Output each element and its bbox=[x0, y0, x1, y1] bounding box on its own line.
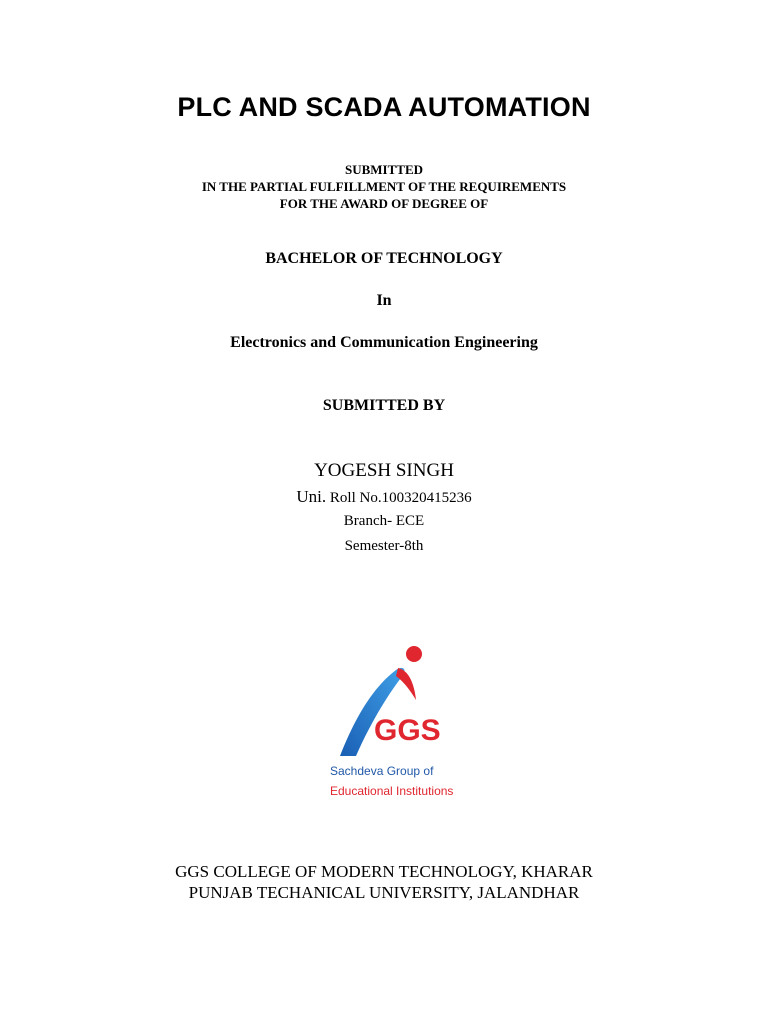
branch: Branch- ECE bbox=[343, 513, 425, 529]
logo-caption-line1: Sachdeva Group of bbox=[330, 764, 434, 778]
in-label: In bbox=[376, 292, 392, 309]
roll-prefix: Uni. bbox=[296, 487, 327, 506]
roll-number bbox=[0, 487, 768, 507]
submitted-by-label: SUBMITTED BY bbox=[322, 397, 446, 414]
logo-acronym: GGS bbox=[374, 714, 441, 747]
fulfillment-line: IN THE PARTIAL FULFILLMENT OF THE REQUIREMENTS bbox=[201, 179, 567, 194]
degree-name: BACHELOR OF TECHNOLOGY bbox=[265, 250, 503, 267]
red-dot bbox=[406, 646, 422, 662]
document-title: PLC AND SCADA AUTOMATION bbox=[177, 92, 591, 122]
college-name: GGS COLLEGE OF MODERN TECHNOLOGY, KHARAR bbox=[175, 862, 593, 881]
logo-caption-line2: Educational Institutions bbox=[330, 784, 454, 798]
award-line: FOR THE AWARD OF DEGREE OF bbox=[279, 196, 489, 211]
submitted-line: SUBMITTED bbox=[344, 162, 424, 177]
ggs-logo bbox=[324, 638, 464, 806]
red-arc-shape bbox=[396, 668, 416, 700]
student-name: YOGESH SINGH bbox=[314, 460, 454, 481]
semester: Semester-8th bbox=[344, 538, 424, 554]
discipline-name: Electronics and Communication Engineering bbox=[230, 334, 538, 351]
roll-text: Roll No.100320415236 bbox=[326, 490, 472, 506]
university-name: PUNJAB TECHANICAL UNIVERSITY, JALANDHAR bbox=[188, 883, 580, 902]
